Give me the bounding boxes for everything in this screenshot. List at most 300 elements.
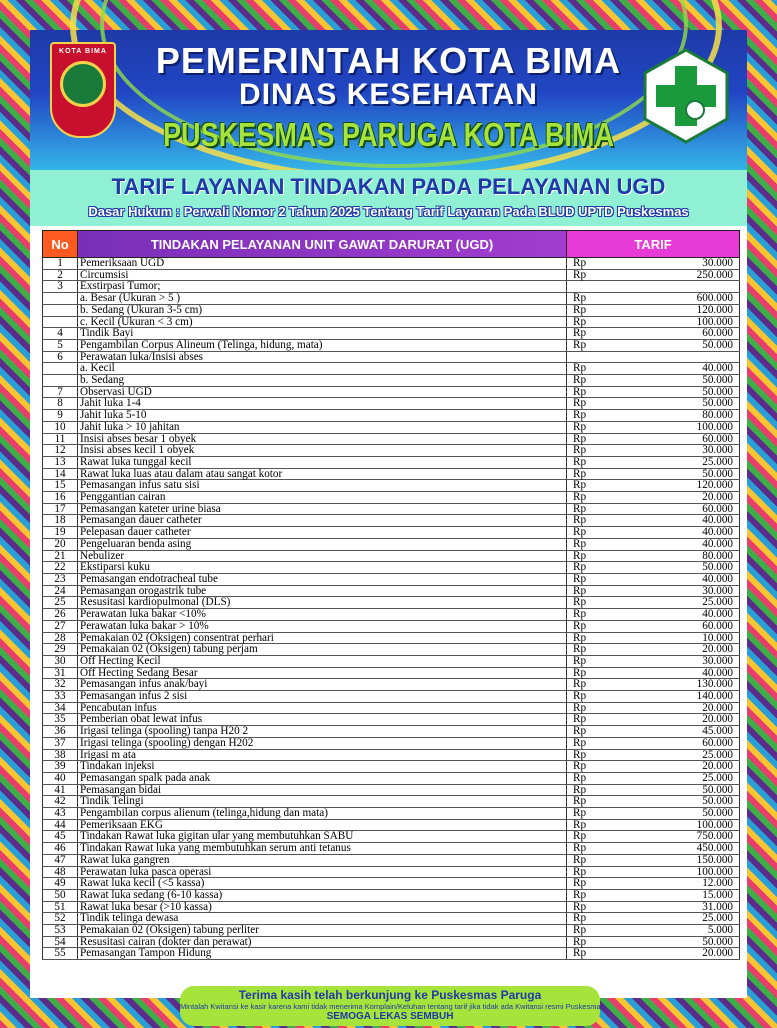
table-row xyxy=(43,913,740,925)
table-row xyxy=(43,269,740,281)
row-tarif xyxy=(567,667,740,679)
row-action: Pemakaian 02 (Oksigen) tabung perjam xyxy=(78,644,567,656)
price-amount: 20.000 xyxy=(702,713,733,726)
row-number: 14 xyxy=(43,468,78,480)
price-amount: 100.000 xyxy=(696,420,733,433)
currency-label: Rp xyxy=(573,584,587,597)
legal-basis: Dasar Hukum : Perwali Nomor 2 Tahun 2025 Tentang Tarif Layanan Pada BLUD UPTD Puskesmas xyxy=(88,204,689,219)
row-number: 20 xyxy=(43,538,78,550)
table-row xyxy=(43,644,740,656)
table-row xyxy=(43,667,740,679)
currency-label: Rp xyxy=(573,526,587,539)
price-amount: 40.000 xyxy=(702,537,733,550)
row-action: Ekstiparsi kuku xyxy=(78,562,567,574)
row-number: 55 xyxy=(43,948,78,960)
currency-label: Rp xyxy=(573,619,587,632)
table-header-row xyxy=(43,231,740,258)
row-tarif xyxy=(567,339,740,351)
row-tarif xyxy=(567,585,740,597)
currency-label: Rp xyxy=(573,491,587,504)
footer-receipt-note: Mintalah Kwitansi ke kasir karena kami tidak menerima Komplain/Keluhan tentang tarif jika tidak ada Kwitansi resmi Puskesmas xyxy=(180,1002,605,1011)
row-action: Exstirpasi Tumor; xyxy=(78,281,567,293)
row-action: Pemakaian 02 (Oksigen) consentrat perhari xyxy=(78,632,567,644)
price-amount: 30.000 xyxy=(702,584,733,597)
row-tarif xyxy=(567,375,740,387)
row-tarif xyxy=(567,410,740,422)
currency-label: Rp xyxy=(573,888,587,901)
row-number: 49 xyxy=(43,878,78,890)
row-action: Jahit luka > 10 jahitan xyxy=(78,421,567,433)
currency-label: Rp xyxy=(573,842,587,855)
currency-label: Rp xyxy=(573,807,587,820)
price-amount: 80.000 xyxy=(702,549,733,562)
row-tarif xyxy=(567,515,740,527)
row-tarif xyxy=(567,363,740,375)
currency-label: Rp xyxy=(573,303,587,316)
table-row xyxy=(43,796,740,808)
row-action: Nebulizer xyxy=(78,550,567,562)
row-tarif xyxy=(567,527,740,539)
price-amount: 100.000 xyxy=(696,315,733,328)
currency-label: Rp xyxy=(573,912,587,925)
row-action: Irigasi telinga (spooling) dengan H202 xyxy=(78,737,567,749)
price-amount: 450.000 xyxy=(696,842,733,855)
currency-label: Rp xyxy=(573,701,587,714)
footer xyxy=(180,986,605,1026)
row-action: Pemasangan infus satu sisi xyxy=(78,480,567,492)
row-tarif xyxy=(567,328,740,340)
row-action: Pemasangan spalk pada anak xyxy=(78,772,567,784)
table-row xyxy=(43,632,740,644)
price-amount: 25.000 xyxy=(702,912,733,925)
price-amount: 25.000 xyxy=(702,455,733,468)
row-tarif xyxy=(567,913,740,925)
footer-thanks: Terima kasih telah berkunjung ke Puskesmas Paruga xyxy=(238,988,542,1002)
price-amount: 12.000 xyxy=(702,877,733,890)
currency-label: Rp xyxy=(573,257,587,269)
row-number: 24 xyxy=(43,585,78,597)
price-amount: 20.000 xyxy=(702,491,733,504)
currency-label: Rp xyxy=(573,631,587,644)
currency-label: Rp xyxy=(573,853,587,866)
table-row xyxy=(43,737,740,749)
row-tarif xyxy=(567,456,740,468)
table-row xyxy=(43,948,740,960)
currency-label: Rp xyxy=(573,771,587,784)
table-row xyxy=(43,936,740,948)
government-title: PEMERINTAH KOTA BIMA xyxy=(155,40,622,81)
currency-label: Rp xyxy=(573,420,587,433)
row-number xyxy=(43,304,78,316)
row-tarif xyxy=(567,772,740,784)
price-amount: 31.000 xyxy=(702,900,733,913)
table-row xyxy=(43,433,740,445)
row-number: 34 xyxy=(43,702,78,714)
price-amount: 130.000 xyxy=(696,678,733,691)
row-number: 18 xyxy=(43,515,78,527)
row-number xyxy=(43,363,78,375)
price-amount: 45.000 xyxy=(702,725,733,738)
currency-label: Rp xyxy=(573,877,587,890)
table-row xyxy=(43,515,740,527)
price-amount: 60.000 xyxy=(702,502,733,515)
row-tarif xyxy=(567,398,740,410)
currency-label: Rp xyxy=(573,561,587,574)
row-tarif xyxy=(567,316,740,328)
row-number: 51 xyxy=(43,901,78,913)
row-number: 35 xyxy=(43,714,78,726)
price-amount: 50.000 xyxy=(702,561,733,574)
price-amount: 25.000 xyxy=(702,771,733,784)
row-tarif xyxy=(567,866,740,878)
table-body xyxy=(43,258,740,960)
price-amount: 10.000 xyxy=(702,631,733,644)
table-row xyxy=(43,925,740,937)
table-row xyxy=(43,363,740,375)
row-tarif xyxy=(567,632,740,644)
table-row xyxy=(43,772,740,784)
row-action: Irigasi m ata xyxy=(78,749,567,761)
price-amount: 50.000 xyxy=(702,795,733,808)
row-action: Tindakan injeksi xyxy=(78,761,567,773)
row-number: 50 xyxy=(43,889,78,901)
price-amount: 50.000 xyxy=(702,935,733,948)
row-number: 46 xyxy=(43,843,78,855)
row-tarif xyxy=(567,761,740,773)
row-number: 12 xyxy=(43,445,78,457)
row-tarif xyxy=(567,620,740,632)
price-amount: 20.000 xyxy=(702,947,733,960)
row-number: 15 xyxy=(43,480,78,492)
table-row xyxy=(43,421,740,433)
subtitle-band xyxy=(30,170,747,226)
table-row xyxy=(43,620,740,632)
row-tarif xyxy=(567,304,740,316)
row-number: 13 xyxy=(43,456,78,468)
currency-label: Rp xyxy=(573,713,587,726)
row-action: a. Besar (Ukuran > 5 ) xyxy=(78,293,567,305)
puskesmas-title: PUSKESMAS PARUGA KOTA BIMA xyxy=(162,116,614,153)
currency-label: Rp xyxy=(573,338,587,351)
currency-label: Rp xyxy=(573,608,587,621)
logo-text: KOTA BIMA xyxy=(59,48,107,55)
table-row xyxy=(43,304,740,316)
currency-label: Rp xyxy=(573,666,587,679)
row-number: 38 xyxy=(43,749,78,761)
row-tarif xyxy=(567,644,740,656)
row-tarif xyxy=(567,737,740,749)
table-row xyxy=(43,538,740,550)
price-amount: 60.000 xyxy=(702,619,733,632)
table-row xyxy=(43,597,740,609)
currency-label: Rp xyxy=(573,537,587,550)
row-number: 31 xyxy=(43,667,78,679)
currency-label: Rp xyxy=(573,315,587,328)
price-amount: 30.000 xyxy=(702,257,733,269)
row-tarif xyxy=(567,550,740,562)
row-number: 4 xyxy=(43,328,78,340)
table-row xyxy=(43,749,740,761)
row-tarif xyxy=(567,843,740,855)
row-action: Tindik Bayi xyxy=(78,328,567,340)
row-action: Tindakan Rawat luka yang membutuhkan serum anti tetanus xyxy=(78,843,567,855)
currency-label: Rp xyxy=(573,900,587,913)
currency-label: Rp xyxy=(573,654,587,667)
table-row xyxy=(43,878,740,890)
row-number: 26 xyxy=(43,609,78,621)
table-row xyxy=(43,901,740,913)
table-row xyxy=(43,281,740,293)
row-number: 41 xyxy=(43,784,78,796)
row-tarif xyxy=(567,878,740,890)
table-row xyxy=(43,866,740,878)
row-number: 21 xyxy=(43,550,78,562)
table-row xyxy=(43,328,740,340)
header xyxy=(30,30,747,170)
price-amount: 50.000 xyxy=(702,783,733,796)
row-action: Pelepasan dauer catheter xyxy=(78,527,567,539)
row-action: Rawat luka luas atau dalam atau sangat kotor xyxy=(78,468,567,480)
row-action: Pemasangan orogastrik tube xyxy=(78,585,567,597)
row-number xyxy=(43,375,78,387)
row-action: Rawat luka kecil (<5 kassa) xyxy=(78,878,567,890)
price-amount: 50.000 xyxy=(702,374,733,387)
row-number: 54 xyxy=(43,936,78,948)
row-number: 48 xyxy=(43,866,78,878)
row-action: Tindakan Rawat luka gigitan ular yang membutuhkan SABU xyxy=(78,831,567,843)
row-number: 39 xyxy=(43,761,78,773)
table-row xyxy=(43,492,740,504)
row-action: Perawatan luka bakar > 10% xyxy=(78,620,567,632)
price-amount: 600.000 xyxy=(696,292,733,305)
row-number: 1 xyxy=(43,258,78,270)
currency-label: Rp xyxy=(573,432,587,445)
currency-label: Rp xyxy=(573,444,587,457)
row-tarif xyxy=(567,925,740,937)
row-action: Jahit luka 5-10 xyxy=(78,410,567,422)
table-row xyxy=(43,410,740,422)
currency-label: Rp xyxy=(573,643,587,656)
row-number: 3 xyxy=(43,281,78,293)
table-row xyxy=(43,609,740,621)
table-row xyxy=(43,585,740,597)
row-tarif xyxy=(567,433,740,445)
table-row xyxy=(43,456,740,468)
row-action: b. Sedang xyxy=(78,375,567,387)
footer-wish: SEMOGA LEKAS SEMBUH xyxy=(326,1011,454,1022)
row-action: b. Sedang (Ukuran 3-5 cm) xyxy=(78,304,567,316)
table-row xyxy=(43,316,740,328)
header-tarif: TARIF xyxy=(567,231,740,258)
currency-label: Rp xyxy=(573,690,587,703)
price-amount: 60.000 xyxy=(702,736,733,749)
row-action: Off Hecting Kecil xyxy=(78,655,567,667)
price-amount: 40.000 xyxy=(702,526,733,539)
row-tarif xyxy=(567,386,740,398)
row-number: 45 xyxy=(43,831,78,843)
row-tarif xyxy=(567,597,740,609)
table-row xyxy=(43,831,740,843)
row-number: 17 xyxy=(43,503,78,515)
table-row xyxy=(43,351,740,363)
row-tarif xyxy=(567,562,740,574)
row-number: 40 xyxy=(43,772,78,784)
currency-label: Rp xyxy=(573,467,587,480)
table-row xyxy=(43,562,740,574)
price-amount: 25.000 xyxy=(702,748,733,761)
currency-label: Rp xyxy=(573,748,587,761)
price-amount: 20.000 xyxy=(702,760,733,773)
row-tarif xyxy=(567,492,740,504)
row-action: Jahit luka 1-4 xyxy=(78,398,567,410)
price-amount: 120.000 xyxy=(696,303,733,316)
row-action: Pengambilan corpus alienum (telinga,hidung dan mata) xyxy=(78,808,567,820)
row-tarif xyxy=(567,936,740,948)
row-tarif xyxy=(567,480,740,492)
row-number: 10 xyxy=(43,421,78,433)
row-action: Pemakaian 02 (Oksigen) tabung perliter xyxy=(78,925,567,937)
table-row xyxy=(43,375,740,387)
row-action: c. Kecil (Ukuran < 3 cm) xyxy=(78,316,567,328)
row-tarif xyxy=(567,831,740,843)
row-tarif xyxy=(567,281,740,293)
row-tarif xyxy=(567,293,740,305)
row-action: Off Hecting Sedang Besar xyxy=(78,667,567,679)
row-tarif xyxy=(567,889,740,901)
row-tarif xyxy=(567,351,740,363)
row-action: Pemasangan endotracheal tube xyxy=(78,573,567,585)
currency-label: Rp xyxy=(573,818,587,831)
price-amount: 40.000 xyxy=(702,362,733,375)
price-amount: 50.000 xyxy=(702,467,733,480)
row-tarif xyxy=(567,573,740,585)
currency-label: Rp xyxy=(573,572,587,585)
currency-label: Rp xyxy=(573,935,587,948)
row-tarif xyxy=(567,468,740,480)
price-amount: 60.000 xyxy=(702,327,733,340)
currency-label: Rp xyxy=(573,362,587,375)
row-tarif xyxy=(567,714,740,726)
table-row xyxy=(43,480,740,492)
table-row xyxy=(43,655,740,667)
currency-label: Rp xyxy=(573,397,587,410)
currency-label: Rp xyxy=(573,502,587,515)
currency-label: Rp xyxy=(573,947,587,960)
row-number: 53 xyxy=(43,925,78,937)
table-row xyxy=(43,819,740,831)
table-row xyxy=(43,445,740,457)
row-action: Insisi abses besar 1 obyek xyxy=(78,433,567,445)
table-row xyxy=(43,808,740,820)
price-amount: 50.000 xyxy=(702,385,733,398)
row-number: 16 xyxy=(43,492,78,504)
row-number: 7 xyxy=(43,386,78,398)
row-action: Perawatan luka/Insisi abses xyxy=(78,351,567,363)
table-row xyxy=(43,527,740,539)
row-tarif xyxy=(567,269,740,281)
tariff-table-wrapper xyxy=(42,230,736,960)
currency-label: Rp xyxy=(573,865,587,878)
row-tarif xyxy=(567,679,740,691)
row-action: Penggantian cairan xyxy=(78,492,567,504)
row-number: 5 xyxy=(43,339,78,351)
row-tarif xyxy=(567,702,740,714)
row-number: 43 xyxy=(43,808,78,820)
currency-label: Rp xyxy=(573,736,587,749)
price-amount: 50.000 xyxy=(702,397,733,410)
row-tarif xyxy=(567,749,740,761)
table-row xyxy=(43,854,740,866)
currency-label: Rp xyxy=(573,292,587,305)
puskesmas-cross-logo-icon xyxy=(643,48,729,144)
table-row xyxy=(43,679,740,691)
currency-label: Rp xyxy=(573,268,587,281)
currency-label: Rp xyxy=(573,760,587,773)
table-row xyxy=(43,761,740,773)
currency-label: Rp xyxy=(573,783,587,796)
table-row xyxy=(43,714,740,726)
row-action: Resusitasi cairan (dokter dan perawat) xyxy=(78,936,567,948)
row-action: Pemeriksaan UGD xyxy=(78,258,567,270)
row-action: Pemasangan bidai xyxy=(78,784,567,796)
price-amount: 120.000 xyxy=(696,479,733,492)
row-tarif xyxy=(567,538,740,550)
row-action: Observasi UGD xyxy=(78,386,567,398)
row-tarif xyxy=(567,609,740,621)
price-amount: 30.000 xyxy=(702,444,733,457)
row-number: 37 xyxy=(43,737,78,749)
table-row xyxy=(43,258,740,270)
row-action: Pemasangan Tampon Hidung xyxy=(78,948,567,960)
row-tarif xyxy=(567,726,740,738)
row-tarif xyxy=(567,503,740,515)
currency-label: Rp xyxy=(573,455,587,468)
price-amount: 50.000 xyxy=(702,807,733,820)
department-title: DINAS KESEHATAN xyxy=(239,78,538,111)
table-row xyxy=(43,726,740,738)
row-number: 9 xyxy=(43,410,78,422)
row-action: Perawatan luka bakar <10% xyxy=(78,609,567,621)
row-number: 42 xyxy=(43,796,78,808)
price-amount: 15.000 xyxy=(702,888,733,901)
price-amount: 150.000 xyxy=(696,853,733,866)
row-number: 32 xyxy=(43,679,78,691)
row-number: 44 xyxy=(43,819,78,831)
price-amount: 100.000 xyxy=(696,818,733,831)
row-number: 52 xyxy=(43,913,78,925)
price-amount: 40.000 xyxy=(702,572,733,585)
row-number: 8 xyxy=(43,398,78,410)
row-number: 28 xyxy=(43,632,78,644)
currency-label: Rp xyxy=(573,795,587,808)
currency-label: Rp xyxy=(573,549,587,562)
row-tarif xyxy=(567,854,740,866)
row-action: a. Kecil xyxy=(78,363,567,375)
row-action: Pengeluaran benda asing xyxy=(78,538,567,550)
currency-label: Rp xyxy=(573,385,587,398)
row-tarif xyxy=(567,808,740,820)
table-row xyxy=(43,293,740,305)
row-number xyxy=(43,316,78,328)
currency-label: Rp xyxy=(573,924,587,937)
row-action: Rawat luka gangren xyxy=(78,854,567,866)
currency-label: Rp xyxy=(573,409,587,422)
row-tarif xyxy=(567,258,740,270)
row-tarif xyxy=(567,445,740,457)
currency-label: Rp xyxy=(573,830,587,843)
poster xyxy=(30,30,747,1022)
table-row xyxy=(43,573,740,585)
